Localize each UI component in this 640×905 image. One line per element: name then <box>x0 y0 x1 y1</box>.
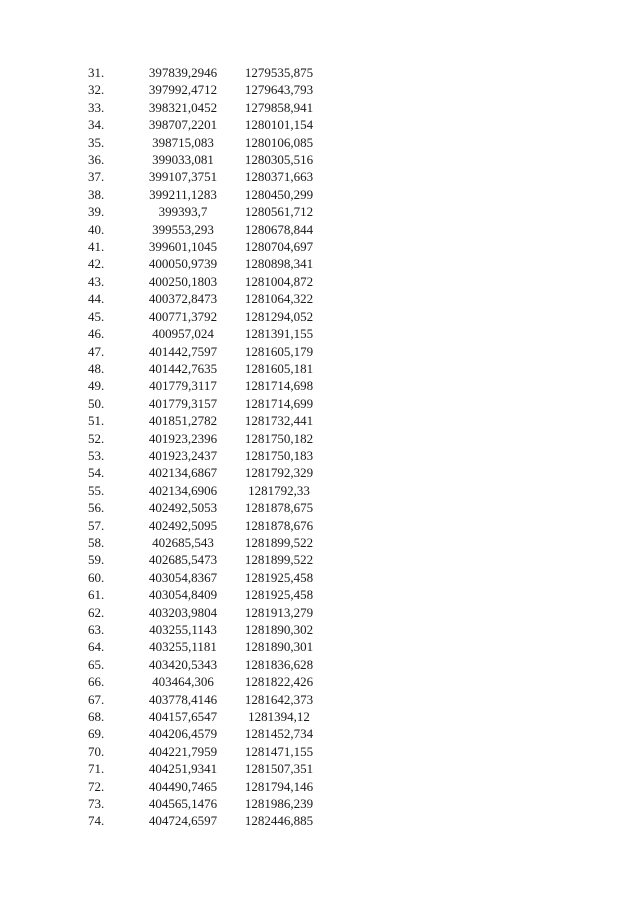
table-row <box>88 673 320 690</box>
table-row <box>88 134 320 151</box>
table-row <box>88 64 320 81</box>
table-row <box>88 221 320 238</box>
row-number: 40. <box>88 221 105 237</box>
x-coordinate: 400771,3792 <box>148 308 218 324</box>
row-number: 61. <box>88 587 105 603</box>
x-coordinate: 398707,2201 <box>148 117 218 133</box>
x-coordinate: 404206,4579 <box>148 726 218 742</box>
row-number: 33. <box>88 99 105 115</box>
table-row <box>88 203 320 220</box>
table-row <box>88 238 320 255</box>
y-coordinate: 1281836,628 <box>244 656 314 672</box>
x-coordinate: 403255,1181 <box>149 639 217 655</box>
x-coordinate: 402685,543 <box>152 534 214 550</box>
table-row <box>88 343 320 360</box>
x-coordinate: 399553,293 <box>152 221 214 237</box>
row-number: 53. <box>88 447 105 463</box>
table-row <box>88 255 320 272</box>
x-coordinate: 400957,024 <box>152 326 214 342</box>
row-number: 50. <box>88 395 105 411</box>
row-number: 70. <box>88 743 105 759</box>
table-row <box>88 621 320 638</box>
x-coordinate: 401442,7597 <box>148 343 218 359</box>
row-number: 51. <box>88 413 105 429</box>
x-coordinate: 399393,7 <box>158 204 208 220</box>
row-number: 37. <box>88 169 105 185</box>
x-coordinate: 400372,8473 <box>148 291 218 307</box>
y-coordinate: 1281394,12 <box>248 709 310 725</box>
row-number: 63. <box>88 622 105 637</box>
table-row <box>88 708 320 725</box>
x-coordinate: 397839,2946 <box>148 65 218 80</box>
row-number: 41. <box>88 239 105 255</box>
x-coordinate: 398321,0452 <box>148 99 218 115</box>
y-coordinate: 1281890,301 <box>244 639 314 655</box>
x-coordinate: 397992,4712 <box>148 82 218 98</box>
row-number: 44. <box>88 291 105 307</box>
row-number: 74. <box>88 813 105 829</box>
y-coordinate: 1281605,181 <box>244 360 314 376</box>
table-row <box>88 273 320 290</box>
row-number: 67. <box>88 691 105 707</box>
y-coordinate: 1281004,872 <box>244 273 314 289</box>
table-row <box>88 551 320 568</box>
x-coordinate: 402492,5095 <box>148 517 218 533</box>
x-coordinate: 404724,6597 <box>148 813 218 829</box>
x-coordinate: 403054,8409 <box>148 587 218 603</box>
y-coordinate: 1280305,516 <box>244 152 314 168</box>
y-coordinate: 1279858,941 <box>244 99 314 115</box>
x-coordinate: 398715,083 <box>152 134 214 150</box>
table-row <box>88 430 320 447</box>
y-coordinate: 1281714,699 <box>244 395 314 411</box>
row-number: 35. <box>88 134 105 150</box>
y-coordinate: 1280704,697 <box>244 239 314 255</box>
row-number: 49. <box>88 378 105 394</box>
row-number: 54. <box>88 465 105 481</box>
y-coordinate: 1281750,183 <box>244 447 314 463</box>
y-coordinate: 1281064,322 <box>244 291 314 307</box>
y-coordinate: 1281750,182 <box>244 430 314 446</box>
row-number: 62. <box>88 604 105 620</box>
table-row <box>88 569 320 586</box>
table-row <box>88 151 320 168</box>
table-row <box>88 464 320 481</box>
x-coordinate: 399601,1045 <box>148 239 218 255</box>
table-row <box>88 395 320 412</box>
row-number: 72. <box>88 778 105 794</box>
table-row <box>88 186 320 203</box>
x-coordinate: 401851,2782 <box>148 413 218 429</box>
table-row <box>88 517 320 534</box>
y-coordinate: 1280450,299 <box>244 186 314 202</box>
table-row <box>88 482 320 499</box>
row-number: 64. <box>88 639 105 655</box>
table-row <box>88 743 320 760</box>
y-coordinate: 1281507,351 <box>244 761 314 777</box>
x-coordinate: 400050,9739 <box>148 256 218 272</box>
x-coordinate: 402685,5473 <box>148 552 218 568</box>
row-number: 48. <box>88 360 105 376</box>
y-coordinate: 1279535,875 <box>244 65 314 80</box>
x-coordinate: 401442,7635 <box>148 360 218 376</box>
y-coordinate: 1280898,341 <box>244 256 314 272</box>
x-coordinate: 404490,7465 <box>148 778 218 794</box>
y-coordinate: 1281925,458 <box>244 587 314 603</box>
y-coordinate: 1281878,676 <box>244 517 314 533</box>
table-row <box>88 725 320 742</box>
x-coordinate: 403778,4146 <box>148 691 218 707</box>
row-number: 46. <box>88 326 105 342</box>
x-coordinate: 400250,1803 <box>148 273 218 289</box>
table-row <box>88 412 320 429</box>
y-coordinate: 1281899,522 <box>244 534 314 550</box>
table-row <box>88 81 320 98</box>
row-number: 36. <box>88 152 105 168</box>
table-row <box>88 360 320 377</box>
row-number: 56. <box>88 500 105 516</box>
table-row <box>88 499 320 516</box>
x-coordinate: 399033,081 <box>152 152 214 168</box>
y-coordinate: 1280561,712 <box>244 204 314 220</box>
x-coordinate: 403054,8367 <box>148 569 218 585</box>
row-number: 59. <box>88 552 105 568</box>
y-coordinate: 1279643,793 <box>244 82 314 98</box>
x-coordinate: 403203,9804 <box>148 604 218 620</box>
x-coordinate: 402492,5053 <box>148 500 218 516</box>
y-coordinate: 1281792,329 <box>244 465 314 481</box>
y-coordinate: 1281391,155 <box>244 326 314 342</box>
table-row <box>88 290 320 307</box>
y-coordinate: 1281925,458 <box>244 569 314 585</box>
table-row <box>88 760 320 777</box>
table-row <box>88 812 320 829</box>
y-coordinate: 1281294,052 <box>244 308 314 324</box>
x-coordinate: 404221,7959 <box>148 743 218 759</box>
y-coordinate: 1281714,698 <box>244 378 314 394</box>
y-coordinate: 1281890,302 <box>244 622 314 637</box>
y-coordinate: 1280371,663 <box>244 169 314 185</box>
table-row <box>88 116 320 133</box>
coordinate-table-body <box>88 64 320 830</box>
x-coordinate: 404251,9341 <box>148 761 218 777</box>
table-row <box>88 691 320 708</box>
row-number: 65. <box>88 656 105 672</box>
x-coordinate: 403420,5343 <box>148 656 218 672</box>
x-coordinate: 401779,3157 <box>148 395 218 411</box>
x-coordinate: 401923,2437 <box>148 447 218 463</box>
row-number: 66. <box>88 674 105 690</box>
table-row <box>88 168 320 185</box>
x-coordinate: 399107,3751 <box>148 169 218 185</box>
y-coordinate: 1281794,146 <box>244 778 314 794</box>
table-row <box>88 325 320 342</box>
y-coordinate: 1281452,734 <box>244 726 314 742</box>
row-number: 60. <box>88 569 105 585</box>
y-coordinate: 1281878,675 <box>244 500 314 516</box>
table-row <box>88 586 320 603</box>
table-row <box>88 99 320 116</box>
row-number: 58. <box>88 534 105 550</box>
table-row <box>88 447 320 464</box>
table-row <box>88 308 320 325</box>
y-coordinate: 1281471,155 <box>244 743 314 759</box>
x-coordinate: 402134,6867 <box>148 465 218 481</box>
table-row <box>88 795 320 812</box>
row-number: 71. <box>88 761 105 777</box>
row-number: 52. <box>88 430 105 446</box>
row-number: 38. <box>88 186 105 202</box>
x-coordinate: 401923,2396 <box>148 430 218 446</box>
y-coordinate: 1280101,154 <box>244 117 314 133</box>
y-coordinate: 1281792,33 <box>248 482 310 498</box>
row-number: 69. <box>88 726 105 742</box>
table-row <box>88 377 320 394</box>
y-coordinate: 1281913,279 <box>244 604 314 620</box>
y-coordinate: 1281732,441 <box>244 413 314 429</box>
row-number: 43. <box>88 273 105 289</box>
x-coordinate: 399211,1283 <box>149 186 217 202</box>
table-row <box>88 656 320 673</box>
row-number: 73. <box>88 796 105 812</box>
x-coordinate: 404157,6547 <box>148 709 218 725</box>
y-coordinate: 1281642,373 <box>244 691 314 707</box>
table-row <box>88 638 320 655</box>
table-row <box>88 778 320 795</box>
x-coordinate: 401779,3117 <box>149 378 217 394</box>
y-coordinate: 1281986,239 <box>244 796 314 812</box>
row-number: 68. <box>88 709 105 725</box>
row-number: 39. <box>88 204 105 220</box>
x-coordinate: 403255,1143 <box>149 622 217 637</box>
row-number: 57. <box>88 517 105 533</box>
y-coordinate: 1281822,426 <box>244 674 314 690</box>
coordinate-table <box>88 64 320 830</box>
y-coordinate: 1280678,844 <box>244 221 314 237</box>
y-coordinate: 1281605,179 <box>244 343 314 359</box>
x-coordinate: 402134,6906 <box>148 482 218 498</box>
row-number: 47. <box>88 343 105 359</box>
row-number: 55. <box>88 482 105 498</box>
row-number: 34. <box>88 117 105 133</box>
x-coordinate: 404565,1476 <box>148 796 218 812</box>
row-number: 42. <box>88 256 105 272</box>
row-number: 31. <box>88 65 105 80</box>
row-number: 32. <box>88 82 105 98</box>
row-number: 45. <box>88 308 105 324</box>
x-coordinate: 403464,306 <box>152 674 214 690</box>
y-coordinate: 1281899,522 <box>244 552 314 568</box>
table-row <box>88 604 320 621</box>
y-coordinate: 1280106,085 <box>244 134 314 150</box>
table-row <box>88 534 320 551</box>
y-coordinate: 1282446,885 <box>244 813 314 829</box>
